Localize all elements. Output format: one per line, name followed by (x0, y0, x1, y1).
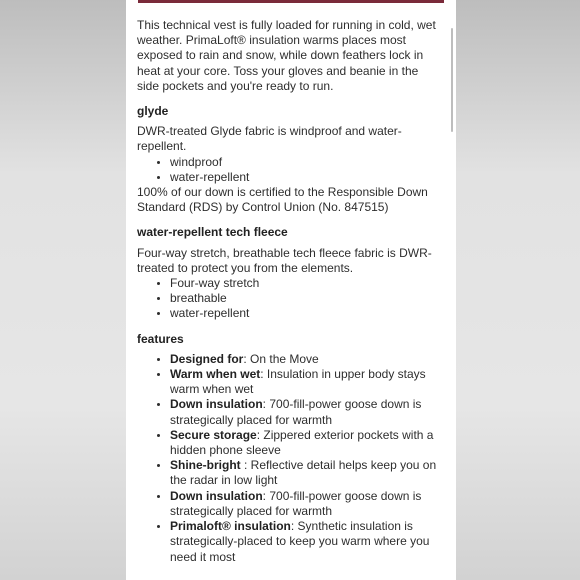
fleece-description: Four-way stretch, breathable tech fleece fabric is DWR-treated to protect you from the elements. (137, 245, 432, 275)
feature-item (170, 519, 443, 565)
list-item: • water-repellent (170, 170, 443, 185)
list-item: • Four-way stretch (170, 276, 443, 291)
feature-label: Primaloft® insulation (170, 519, 291, 534)
scrollbar[interactable] (451, 28, 453, 132)
features-list (137, 352, 443, 565)
feature-label: Shine-bright (170, 458, 241, 473)
feature-text: : On the Move (243, 351, 319, 366)
glyde-bullet-list (137, 155, 443, 185)
features-heading: features (137, 331, 184, 346)
glyde-heading: glyde (137, 104, 169, 119)
feature-text: : Zippered exterior pockets with a hidden phone sleeve (170, 427, 434, 458)
feature-item (170, 352, 443, 367)
rds-note: 100% of our down is certified to the Responsible Down Standard (RDS) by Control Union (No. 847515) (137, 185, 428, 215)
intro-paragraph: This technical vest is fully loaded for running in cold, wet weather. PrimaLoft® insulation warms places most exposed to rain and snow, while down feathers lock in heat at your core. Toss your gloves and beanie in the side pockets and you're ready to run. (137, 18, 436, 93)
feature-text: : Synthetic insulation is strategically-placed to keep you warm where you need it most (170, 519, 430, 564)
list-item: • windproof (170, 155, 443, 170)
fleece-heading: water-repellent tech fleece (137, 225, 288, 240)
description-content (137, 18, 443, 565)
feature-item (170, 428, 443, 458)
feature-item (170, 397, 443, 427)
feature-label: Designed for (170, 351, 244, 366)
product-description-panel[interactable] (126, 0, 456, 580)
feature-text: : Insulation in upper body stays warm when wet (170, 367, 426, 397)
feature-item (170, 367, 443, 397)
feature-label: Secure storage (170, 427, 257, 442)
feature-item (170, 489, 443, 519)
background-right (456, 0, 580, 580)
background-left (0, 0, 126, 580)
top-bar (138, 0, 444, 3)
fleece-bullet-list (137, 276, 443, 322)
feature-text: : Reflective detail helps keep you on the radar in low light (170, 458, 437, 488)
feature-label: Warm when wet (170, 367, 261, 382)
list-item: • water-repellent (170, 306, 443, 321)
glyde-description: DWR-treated Glyde fabric is windproof and water-repellent. (137, 124, 402, 154)
feature-item (170, 458, 443, 488)
list-item: • breathable (170, 291, 443, 306)
feature-text: : 700-fill-power goose down is strategically placed for warmth (170, 488, 422, 518)
feature-text: : 700-fill-power goose down is strategically placed for warmth (170, 397, 422, 427)
feature-label: Down insulation (170, 488, 263, 503)
feature-label: Down insulation (170, 397, 263, 412)
